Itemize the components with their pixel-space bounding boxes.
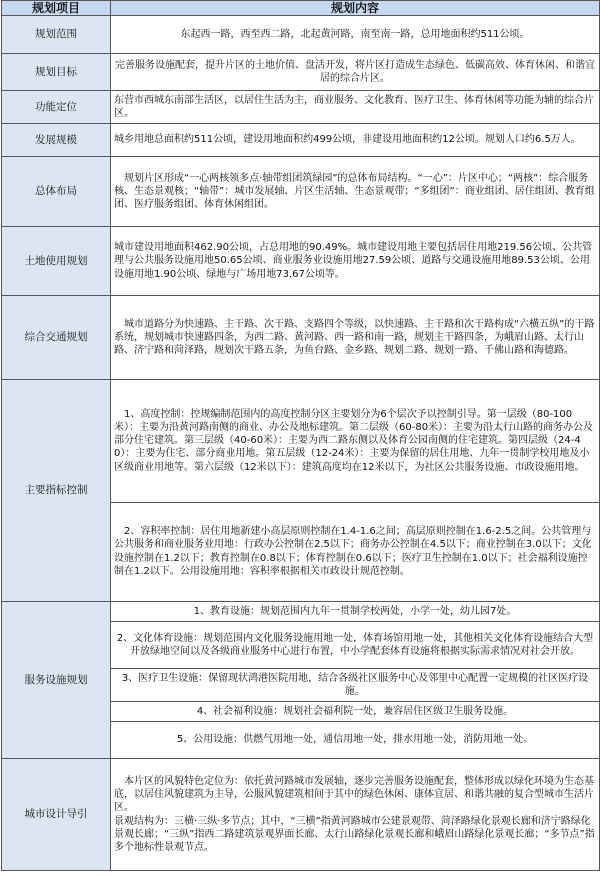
service-item-row (111, 603, 599, 622)
row-label-scope: 规划范围 (2, 16, 111, 54)
design-paragraph-style: 本片区的风貌特色定位为：依托黄河路城市发展轴，逐步完善服务设施配套，整体形成以绿化环境为生态基底，以居住风貌建筑为主导，公服风貌建筑相间于其中的绿色休闲、康体宜居、和谐共融的复合型城市生活片区。 (114, 775, 594, 814)
table-row-landuse (2, 227, 600, 296)
row-content-traffic: 城市道路分为快速路、主干路、次干路、支路四个等级，以快速路、主干路和次干路构成“六横五纵”的干路系统，规划城市快速路四条，为西二路、黄河路、西一路和南一路，规划主干路四条，为峨眉山路、太行山路、济宁路和菏泽路，规划次干路五条，为鱼台路、金乡路、规划二路、规划一路、千佛山路和海德路。 (111, 296, 600, 380)
row-label-design: 城市设计导引 (2, 759, 111, 871)
control-height-text: 1、高度控制：控规编制范围内的高度控制分区主要划分为6个层次予以控制引导。第一层级（80-100米）：主要为沿黄河路南侧的商业、办公及地标建筑。第二层级（60-80米）：主要为沿太行山路的商务办公及部分住宅建筑。第三层级（40-60米）：主要为西二路东侧以及体育公园南侧的住宅建筑。第四层级（24-40）：主要为住宅、部分商业用地。第五层级（12-24米）：主要为保留的居住用地、九年一贯制学校用地及小区级商业用地等。第六层级（12米以下）：建筑高度均在12米以下，为社区公共服务设施、市政设施用地。 (111, 380, 599, 502)
table-row-scope (2, 16, 600, 54)
row-content-control (111, 380, 600, 602)
service-item-row (111, 722, 599, 758)
table-row-scale (2, 124, 600, 157)
table-row-traffic (2, 296, 600, 380)
row-label-traffic: 综合交通规划 (2, 296, 111, 380)
table-row-control (2, 380, 600, 602)
service-item-row (111, 702, 599, 722)
row-content-layout: 规划片区形成“一心两核领多点·轴带组团筑绿园”的总体布局结构。“一心”：片区中心；“两核”：综合服务核、生态景观核；“轴带”：城市发展轴、片区生活轴、生态景观带；“多组团”：商业组团、居住组团、教育组团、医疗服务组团、体育休闲组团。 (111, 157, 600, 227)
row-content-scope: 东起西一路，西至西二路，北起黄河路，南至南一路，总用地面积约511公顷。 (111, 16, 600, 54)
row-content-goal: 完善服务设施配套，提升片区的土地价值、盘活开发，将片区打造成生态绿色、低碳高效、体育休闲、和谐宜居的综合片区。 (111, 54, 600, 91)
service-item-row (111, 669, 599, 702)
service-subtable (111, 603, 599, 758)
row-label-landuse: 土地使用规划 (2, 227, 111, 296)
service-item-utility: 5、公用设施：供燃气用地一处，通信用地一处，排水用地一处，消防用地一处。 (176, 734, 534, 746)
row-content-landuse: 城市建设用地面积462.90公顷，占总用地的90.49%。城市建设用地主要包括居住用地219.56公顷、公共管理与公共服务设施用地50.65公顷、商业服务业设施用地27.59公顷、道路与交通设施用地89.53公顷、公用设施用地1.90公顷、绿地与广场用地73.67公顷等。 (111, 227, 600, 296)
planning-table (1, 0, 600, 871)
table-row-function (2, 91, 600, 124)
table-row-goal (2, 54, 600, 91)
table-row-service (2, 602, 600, 759)
row-label-function: 功能定位 (2, 91, 111, 124)
service-item-row (111, 622, 599, 669)
control-far-row (111, 502, 599, 601)
row-content-scale: 城乡用地总面积约511公顷，建设用地面积约499公顷，非建设用地面积约12公顷。规划人口约6.5万人。 (111, 124, 600, 157)
row-content-service (111, 602, 600, 759)
service-item-culture: 2、文化体育设施：规划范围内文化服务设施用地一处，体育场馆用地一处，其他相关文化体育设施结合大型开放绿地空间以及各级商业服务中心进行布置，中小学配套体育设施将根据实际需求情况对社会开放。 (111, 622, 599, 669)
header-project: 规划项目 (2, 1, 111, 16)
row-label-goal: 规划目标 (2, 54, 111, 91)
service-item-welfare: 4、社会福利设施：规划社会福利院一处，兼容居住区级卫生服务设施。 (111, 702, 599, 722)
row-label-scale: 发展规模 (2, 124, 111, 157)
row-content-function: 东营市西城东南部生活区，以居住生活为主，商业服务、文化教育、医疗卫生、体育休闲等功能为辅的综合片区。 (111, 91, 600, 124)
table-row-design (2, 759, 600, 871)
header-content: 规划内容 (111, 1, 600, 16)
table-row-layout (2, 157, 600, 227)
header-row (2, 1, 600, 16)
service-item-education: 1、教育设施：规划范围内九年一贯制学校两处，小学一处，幼儿园7处。 (111, 603, 599, 622)
control-far-text: 2、容积率控制：居住用地新建小高层原则控制在1.4-1.6之间；高层原则控制在1.6-2.5之间。公共管理与公共服务和商业服务业用地：行政办公控制在2.5以下；商务办公控制在4.5以下；商业控制在3.0以下；文化设施控制在1.2以下；教育控制在0.8以下；体育控制在0.6以下；医疗卫生控制在1.0以下；社会福利设施控制在1.2以下。公用设施用地：容积率根据相关市政设计规范控制。 (114, 526, 592, 578)
row-content-design (111, 759, 600, 871)
row-label-layout: 总体布局 (2, 157, 111, 227)
control-subtable (111, 380, 599, 601)
design-paragraph-landscape: 景观结构为：三横·三纵·多节点；其中，“三横”指黄河路城市公建景观带、菏泽路绿化景观长廊和济宁路绿化景观长廊；“三纵”指西二路建筑景观界面长廊、太行山路绿化景观长廊和峨眉山路绿化景观长廊；“多节点”指多个地标性景观节点。 (114, 815, 595, 854)
row-label-service: 服务设施规划 (2, 602, 111, 759)
row-label-control: 主要指标控制 (2, 380, 111, 602)
control-height-row (111, 380, 599, 502)
service-item-medical: 3、医疗卫生设施：保留现状鸿港医院用地，结合各级社区服务中心及邻里中心配置一定规模的社区医疗设施。 (111, 669, 599, 702)
